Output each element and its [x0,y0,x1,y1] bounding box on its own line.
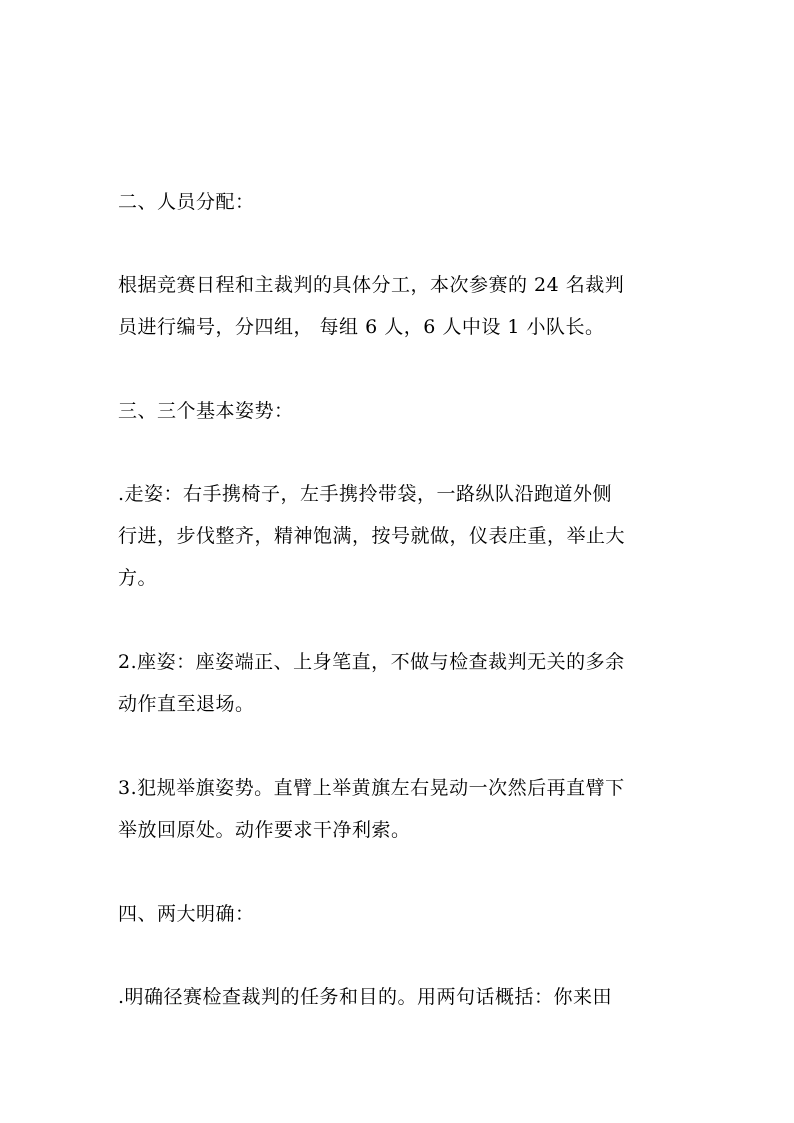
paragraph-sitting-posture [118,641,680,725]
paragraph-clarify-tasks [118,976,680,1018]
text-line: 举放回原处。动作要求干净利索。 [118,819,411,841]
text-line: 四、两大明确： [118,903,255,925]
text-line: 方。 [118,567,158,589]
section-heading-clarifications [118,893,680,935]
text-line: 行进，步伐整齐，精神饱满，按号就做，仪表庄重，举止大 [118,525,626,547]
paragraph-walking-posture [118,473,680,599]
section-heading-personnel [118,181,680,223]
text-line: 三、三个基本姿势： [118,400,294,422]
paragraph-personnel-assignment [118,264,680,348]
text-line: 2.座姿：座姿端正、上身笔直，不做与检查裁判无关的多余 [118,651,625,673]
text-line: 动作直至退场。 [118,693,255,715]
text-line: .走姿：右手携椅子，左手携拎带袋，一路纵队沿跑道外侧 [118,483,613,505]
text-line: 员进行编号，分四组， 每组 6 人，6 人中设 1 小队长。 [118,316,605,338]
text-line: 3.犯规举旗姿势。直臂上举黄旗左右晃动一次然后再直臂下 [118,777,625,799]
text-line: 二、人员分配： [118,191,255,213]
paragraph-flag-posture [118,767,680,851]
text-line: .明确径赛检查裁判的任务和目的。用两句话概括：你来田 [118,986,613,1008]
section-heading-postures [118,390,680,432]
text-line: 根据竞赛日程和主裁判的具体分工，本次参赛的 24 名裁判 [118,274,625,296]
